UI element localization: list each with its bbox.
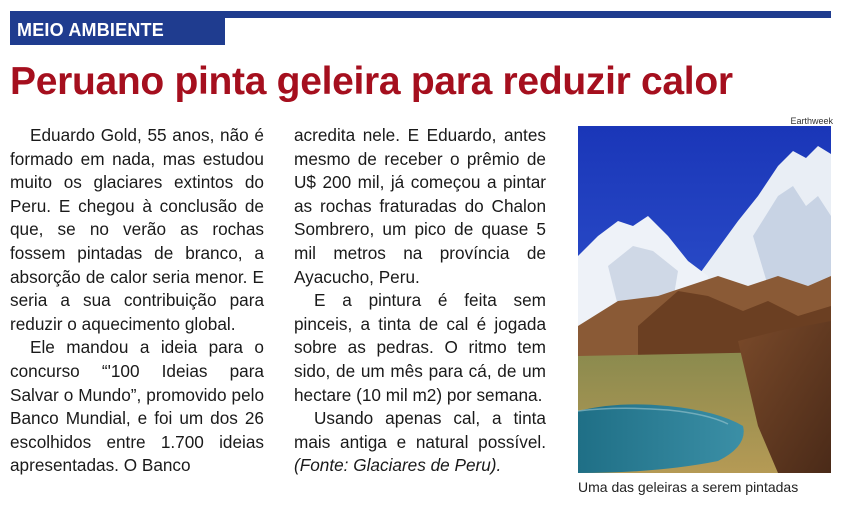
headline: Peruano pinta geleira para reduzir calor (10, 60, 733, 103)
article-text: Usando apenas cal, a tinta mais antiga e natural possível. (294, 408, 546, 452)
article-column-1 (10, 124, 264, 478)
article-column-2 (294, 124, 546, 478)
article-paragraph: Eduardo Gold, 55 anos, não é formado em nada, mas estudou muito os glaciares extintos do Peru. E chegou à conclusão de que, se no verão as rochas fossem pintadas de branco, a absorção de calor seria menor. E seria a sua contribuição para reduzir o aquecimento global. (10, 125, 264, 334)
photo-credit: Earthweek (790, 116, 833, 126)
section-label: MEIO AMBIENTE (10, 18, 225, 45)
article-paragraph: Ele mandou a ideia para o concurso “'100 Ideias para Salvar o Mundo”, promovido pelo Banco Mundial, e foi um dos 26 escolhidos entre 1.700 ideias apresentadas. O Banco (10, 337, 264, 476)
article-paragraph (294, 407, 546, 478)
glacier-photo (578, 126, 831, 473)
section-rule (10, 11, 831, 18)
source-citation: (Fonte: Glaciares de Peru). (294, 455, 502, 476)
photo-caption: Uma das geleiras a serem pintadas (578, 479, 799, 495)
article-paragraph: E a pintura é feita sem pinceis, a tinta de cal é jogada sobre as pedras. O ritmo tem sido, de um mês para cá, de um hectare (10 mil m2) por semana. (294, 290, 546, 405)
article-paragraph: acredita nele. E Eduardo, antes mesmo de receber o prêmio de U$ 200 mil, já começou a pintar as rochas fraturadas do Chalon Sombrero, um pico de quase 5 mil metros na província de Ayacucho, Peru. (294, 125, 546, 287)
